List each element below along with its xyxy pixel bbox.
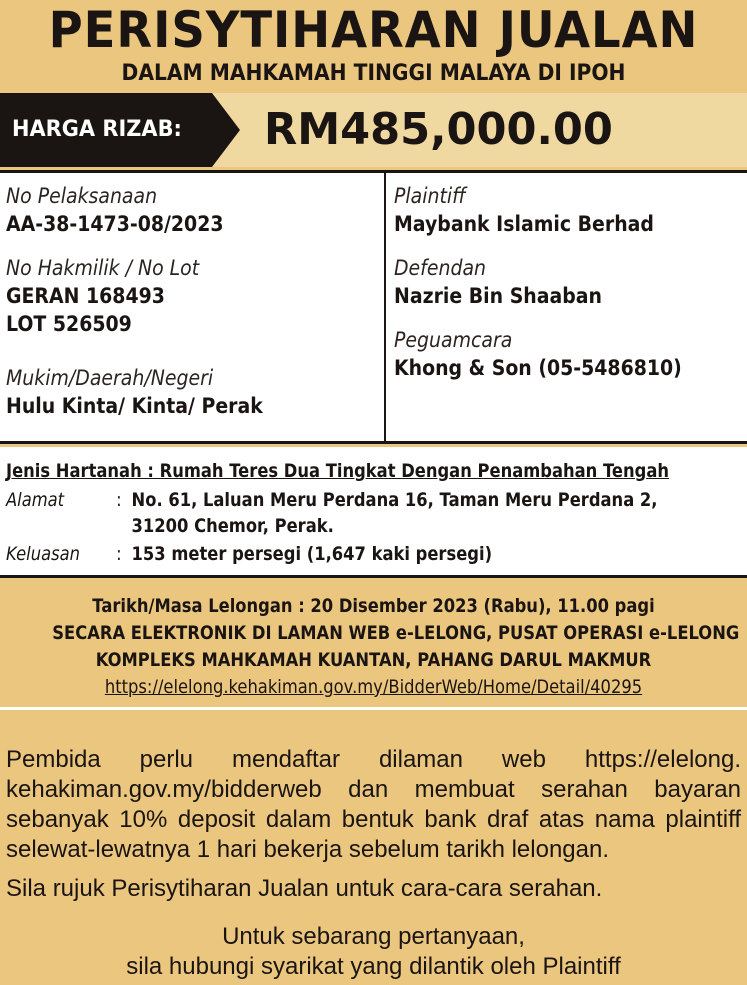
field-no-pelaksanaan [6,183,378,238]
header [0,0,747,93]
field-value: Hulu Kinta/ Kinta/ Perak [6,394,263,418]
field-value-lot: LOT 526509 [6,312,132,336]
case-right-column [394,183,744,399]
field-value: AA-38-1473-08/2023 [6,212,224,236]
field-plaintiff [394,183,744,238]
case-left-column [6,183,378,437]
field-value: Khong & Son (05-5486810) [394,356,682,380]
colon: : [116,489,122,511]
contact-line-1: Untuk sebarang pertanyaan, [222,923,525,950]
field-no-hakmilik [6,255,378,338]
contact-line-2: sila hubungi syarikat yang dilantik oleh Plaintiff [126,953,621,980]
page-title: PERISYTIHARAN JUALAN [48,1,699,59]
reserve-price-band [0,93,747,167]
auction-venue-line-2: KOMPLEKS MAHKAMAH KUANTAN, PAHANG DARUL MAKMUR [95,649,652,671]
field-label: Peguamcara [394,328,513,352]
address-line-1: No. 61, Laluan Meru Perdana 16, Taman Meru Perdana 2, [131,489,658,511]
area-label: Keluasan [6,543,80,565]
auction-date: Tarikh/Masa Lelongan : 20 Disember 2023 (Rabu), 11.00 pagi [92,595,655,617]
reserve-price-value: RM485,000.00 [264,104,613,155]
field-label: Plaintiff [394,184,466,208]
property-type: Jenis Hartanah : Rumah Teres Dua Tingkat Dengan Penambahan Tengah [6,460,670,482]
field-value: Nazrie Bin Shaaban [394,284,603,308]
property-area-row [6,541,492,567]
field-peguamcara [394,327,744,382]
address-line-2: 31200 Chemor, Perak. [131,515,334,537]
field-label: No Pelaksanaan [6,184,158,208]
field-defendan [394,255,744,310]
address-label: Alamat [6,489,65,511]
case-info-panel [0,170,747,444]
property-address-row [6,487,657,513]
field-label: Mukim/Daerah/Negeri [6,366,214,390]
field-value-geran: GERAN 168493 [6,284,165,308]
property-panel [0,447,747,578]
notes-section [0,712,747,985]
submission-note: Sila rujuk Perisytiharan Jualan untuk cara-cara serahan. [6,875,603,902]
field-label: Defendan [394,256,487,280]
auction-venue-line-1: SECARA ELEKTRONIK DI LAMAN WEB e-LELONG, PUSAT OPERASI e-LELONG [52,622,740,644]
registration-note: Pembida perlu mendaftar dilaman web https://elelong. kehakiman.gov.my/bidderweb dan membuat serahan bayaran sebanyak 10% deposit dalam bentuk bank draf atas nama plaintiff selewat-lewatnya 1 hari bekerja sebelum tarikh lelongan. [6,746,741,863]
auction-link[interactable]: https://elelong.kehakiman.gov.my/BidderWeb/Home/Detail/40295 [104,676,643,698]
field-label: No Hakmilik / No Lot [6,256,200,280]
property-address-row-2 [6,513,334,539]
colon: : [116,543,122,565]
column-divider [384,173,386,444]
reserve-price-label: HARGA RIZAB: [12,117,182,142]
auction-link-wrap [52,675,694,699]
field-mukim [6,365,378,420]
auction-details [0,578,747,710]
page-subtitle: DALAM MAHKAMAH TINGGI MALAYA DI IPOH [121,61,626,86]
field-value: Maybank Islamic Berhad [394,212,654,236]
area-value: 153 meter persegi (1,647 kaki persegi) [131,543,493,565]
